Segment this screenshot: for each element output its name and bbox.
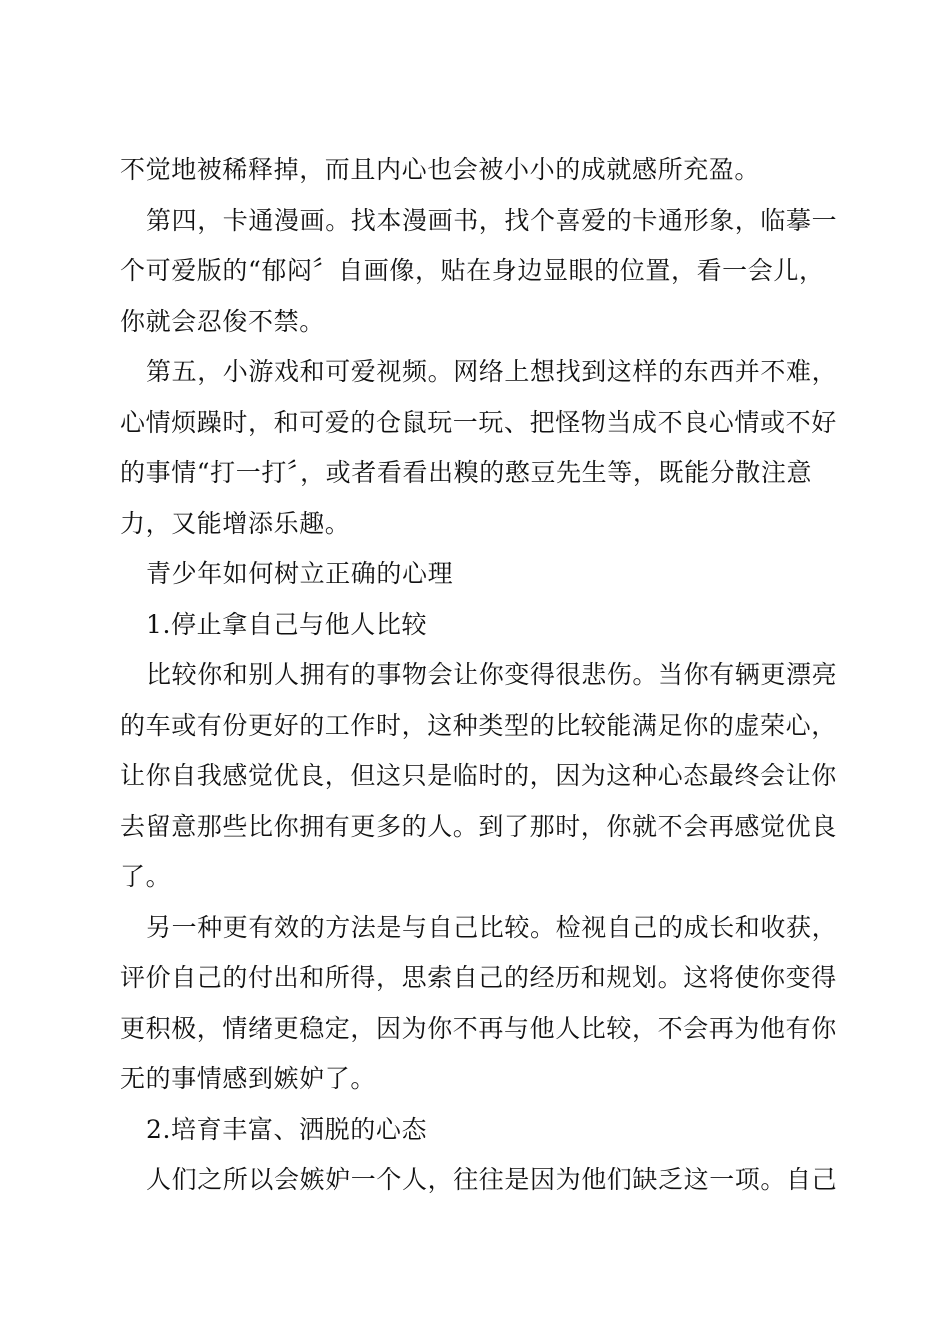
text-line: 无的事情感到嫉妒了。 (120, 1064, 377, 1093)
text-line: 力，又能增添乐趣。 (120, 508, 351, 538)
text-line: 去留意那些比你拥有更多的人。到了那时，你就不会再感觉优良 (120, 811, 837, 841)
text-line: 第四，卡通漫画。找本漫画书，找个喜爱的卡通形象，临摹一 (146, 205, 838, 235)
text-line: 人们之所以会嫉妒一个人，往往是因为他们缺乏这一项。自己 (146, 1165, 838, 1194)
text-line: 第五，小游戏和可爱视频。网络上想找到这样的东西并不难， (146, 357, 838, 386)
text-line: 青少年如何树立正确的心理 (146, 559, 454, 588)
text-line: 更积极，情绪更稳定，因为你不再与他人比较，不会再为他有你 (120, 1013, 837, 1043)
text-line: 不觉地被稀释掉，而且内心也会被小小的成就感所充盈。 (120, 155, 761, 184)
text-line: 让你自我感觉优良，但这只是临时的，因为这种心态最终会让你 (120, 761, 837, 790)
text-line: 的车或有份更好的工作时，这种类型的比较能满足你的虚荣心， (120, 710, 837, 740)
document-body (120, 145, 838, 1206)
text-line: 比较你和别人拥有的事物会让你变得很悲伤。当你有辆更漂亮 (146, 660, 838, 689)
text-line: 另一种更有效的方法是与自己比较。检视自己的成长和收获， (146, 912, 838, 942)
text-line: 2.培育丰富、洒脱的心态 (146, 1114, 428, 1144)
text-line: 1.停止拿自己与他人比较 (146, 609, 428, 639)
text-line: 心情烦躁时，和可爱的仓鼠玩一玩、把怪物当成不良心情或不好 (120, 407, 837, 437)
text-line: 你就会忍俊不禁。 (120, 306, 325, 336)
text-line: 评价自己的付出和所得，思索自己的经历和规划。这将使你变得 (120, 963, 837, 992)
text-line: 个可爱版的“郁闷〞自画像，贴在身边显眼的位置，看一会儿， (120, 256, 825, 285)
text-line: 的事情“打一打〞，或者看看出糗的憨豆先生等，既能分散注意 (120, 458, 813, 487)
text-line: 了。 (120, 862, 172, 891)
